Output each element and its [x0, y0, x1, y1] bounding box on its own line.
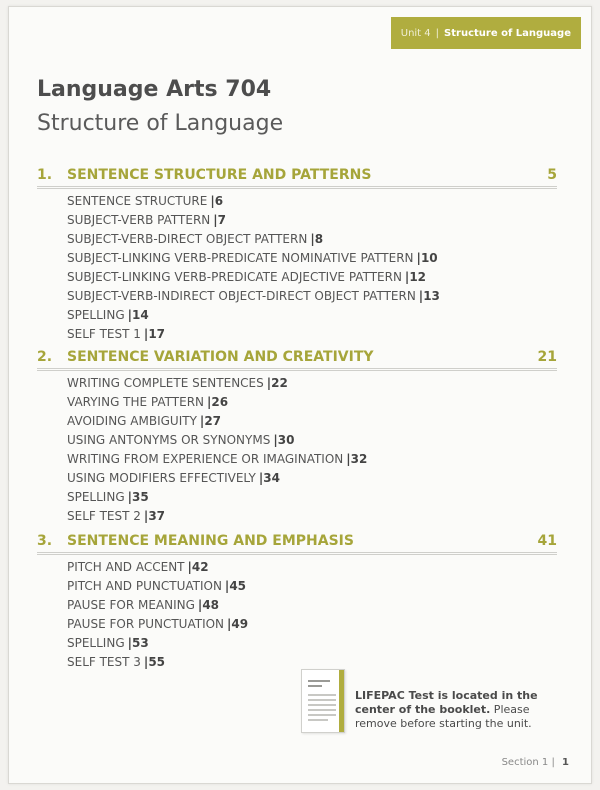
toc-item-label: SELF TEST 1	[67, 327, 141, 341]
footer-section: Section 1	[501, 757, 549, 768]
section-heading	[37, 533, 557, 555]
toc-item-label: SUBJECT-LINKING VERB-PREDICATE ADJECTIVE PATTERN	[67, 270, 402, 284]
test-booklet-thumbnail-icon	[301, 669, 345, 733]
section-page: 41	[537, 533, 557, 549]
section-number: 3.	[37, 533, 53, 549]
toc-item: SUBJECT-VERB PATTERN |7	[67, 213, 227, 227]
toc-item: WRITING FROM EXPERIENCE OR IMAGINATION |32	[67, 452, 368, 466]
toc-item: VARYING THE PATTERN |26	[67, 395, 229, 409]
toc-section-2	[37, 349, 557, 526]
section-title: SENTENCE STRUCTURE AND PATTERNS	[67, 167, 372, 183]
toc-item-page: 27	[204, 414, 222, 428]
toc-item-label: PAUSE FOR PUNCTUATION	[67, 617, 225, 631]
section-heading	[37, 167, 557, 189]
section-number: 1.	[37, 167, 53, 183]
toc-item-page: 37	[148, 509, 166, 523]
toc-item: USING ANTONYMS OR SYNONYMS |30	[67, 433, 295, 447]
toc-item-page: 6	[214, 194, 224, 208]
toc-item-page: 45	[229, 579, 247, 593]
section-items	[37, 192, 557, 344]
page-title: Language Arts 704	[37, 77, 272, 102]
toc-item-page: 12	[409, 270, 427, 284]
toc-item-label: VARYING THE PATTERN	[67, 395, 205, 409]
toc-item-page: 55	[148, 655, 166, 669]
toc-item-label: PAUSE FOR MEANING	[67, 598, 195, 612]
section-items	[37, 558, 557, 672]
toc-item-page: 32	[350, 452, 368, 466]
toc-item: PITCH AND ACCENT |42	[67, 560, 209, 574]
toc-item-label: PITCH AND ACCENT	[67, 560, 185, 574]
toc-item-label: SPELLING	[67, 636, 125, 650]
toc-item: SELF TEST 3 |55	[67, 655, 166, 669]
section-items	[37, 374, 557, 526]
unit-title: Structure of Language	[444, 27, 571, 39]
toc-item-label: SPELLING	[67, 308, 125, 322]
toc-item: SELF TEST 2 |37	[67, 509, 166, 523]
toc-item-page: 14	[132, 308, 149, 322]
footer-separator: |	[551, 757, 555, 768]
toc-item-label: SUBJECT-VERB-INDIRECT OBJECT-DIRECT OBJECT PATTERN	[67, 289, 416, 303]
toc-item-label: SELF TEST 3	[67, 655, 141, 669]
toc-item-label: SUBJECT-LINKING VERB-PREDICATE NOMINATIVE PATTERN	[67, 251, 414, 265]
toc-item: PAUSE FOR MEANING |48	[67, 598, 220, 612]
toc-item-label: WRITING COMPLETE SENTENCES	[67, 376, 264, 390]
toc-item: SUBJECT-VERB-DIRECT OBJECT PATTERN |8	[67, 232, 324, 246]
toc-item: SENTENCE STRUCTURE |6	[67, 194, 224, 208]
note-bold: LIFEPAC Test is located in the center of the booklet.	[355, 689, 538, 716]
footer-page-number: 1	[562, 757, 569, 768]
toc-item-page: 49	[231, 617, 249, 631]
banner-separator: |	[435, 27, 440, 39]
toc-item-page: 8	[314, 232, 324, 246]
toc-item: SPELLING |14	[67, 308, 149, 322]
toc-item-label: SELF TEST 2	[67, 509, 141, 523]
page-subtitle: Structure of Language	[37, 111, 284, 136]
toc-item-page: 26	[211, 395, 229, 409]
toc-item-page: 53	[132, 636, 149, 650]
toc-item-page: 34	[263, 471, 280, 485]
toc-item: SUBJECT-LINKING VERB-PREDICATE NOMINATIVE PATTERN |10	[67, 251, 438, 265]
toc-item-page: 22	[271, 376, 288, 390]
section-title: SENTENCE MEANING AND EMPHASIS	[67, 533, 354, 549]
toc-item-page: 35	[132, 490, 149, 504]
toc-item-label: PITCH AND PUNCTUATION	[67, 579, 222, 593]
toc-item-label: USING MODIFIERS EFFECTIVELY	[67, 471, 256, 485]
test-location-note	[355, 689, 545, 731]
toc-item-page: 7	[217, 213, 227, 227]
toc-item-page: 13	[423, 289, 440, 303]
toc-item-label: SPELLING	[67, 490, 125, 504]
toc-item: PITCH AND PUNCTUATION |45	[67, 579, 247, 593]
unit-number: Unit 4	[400, 27, 431, 39]
toc-item-label: SENTENCE STRUCTURE	[67, 194, 208, 208]
unit-banner	[391, 17, 581, 49]
toc-item: SUBJECT-LINKING VERB-PREDICATE ADJECTIVE PATTERN |12	[67, 270, 427, 284]
toc-item-label: WRITING FROM EXPERIENCE OR IMAGINATION	[67, 452, 344, 466]
toc-item-page: 48	[202, 598, 220, 612]
toc-item-page: 42	[191, 560, 209, 574]
toc-item-label: AVOIDING AMBIGUITY	[67, 414, 197, 428]
page-footer	[502, 757, 569, 768]
toc-item: WRITING COMPLETE SENTENCES |22	[67, 376, 288, 390]
note-rest: Please remove before starting the unit.	[355, 703, 532, 730]
toc-item-label: SUBJECT-VERB PATTERN	[67, 213, 211, 227]
toc-item: SUBJECT-VERB-INDIRECT OBJECT-DIRECT OBJECT PATTERN |13	[67, 289, 440, 303]
toc-item: SPELLING |35	[67, 490, 149, 504]
section-number: 2.	[37, 349, 53, 365]
toc-item: USING MODIFIERS EFFECTIVELY |34	[67, 471, 280, 485]
document-page	[8, 6, 592, 784]
toc-item: AVOIDING AMBIGUITY |27	[67, 414, 222, 428]
section-heading	[37, 349, 557, 371]
toc-item-page: 17	[148, 327, 166, 341]
toc-item-page: 30	[277, 433, 295, 447]
toc-item: PAUSE FOR PUNCTUATION |49	[67, 617, 249, 631]
section-page: 5	[547, 167, 557, 183]
section-title: SENTENCE VARIATION AND CREATIVITY	[67, 349, 374, 365]
toc-item-page: 10	[420, 251, 438, 265]
section-page: 21	[537, 349, 557, 365]
toc-item: SELF TEST 1 |17	[67, 327, 166, 341]
toc-section-1	[37, 167, 557, 344]
toc-item-label: USING ANTONYMS OR SYNONYMS	[67, 433, 271, 447]
toc-item-label: SUBJECT-VERB-DIRECT OBJECT PATTERN	[67, 232, 308, 246]
toc-item: SPELLING |53	[67, 636, 149, 650]
toc-section-3	[37, 533, 557, 672]
